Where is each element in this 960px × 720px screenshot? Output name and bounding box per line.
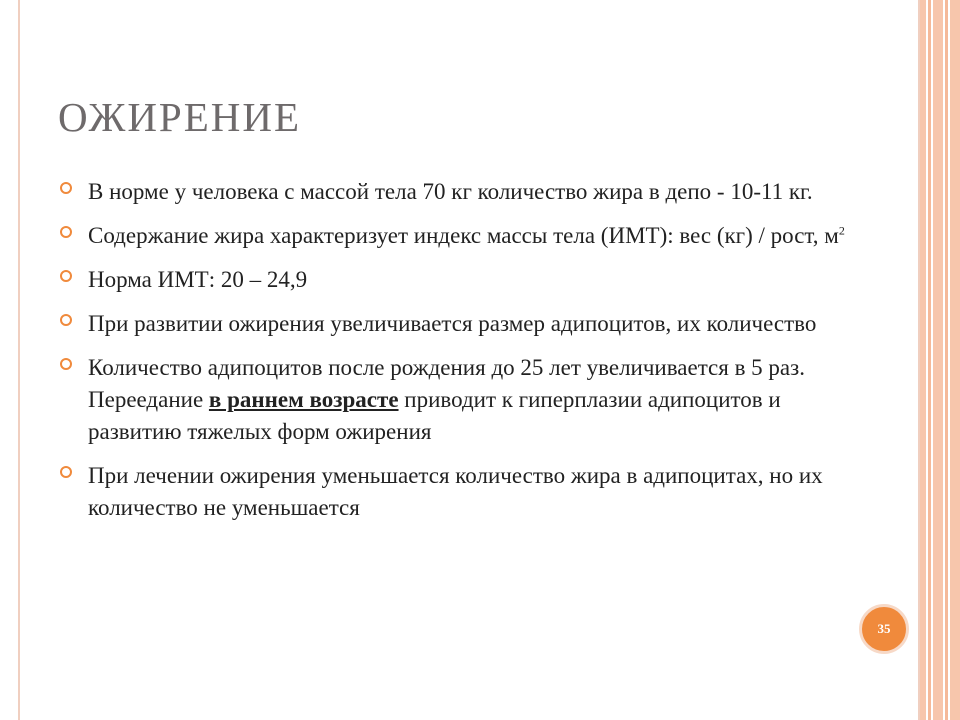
bullet-text [88, 352, 850, 448]
bullet-text-before: Количество адипоцитов после рождения до 25 лет увеличивается в 5 раз. Переедание [88, 355, 805, 412]
bullet-text-main: Содержание жира характеризует индекс массы тела (ИМТ): вес (кг) / рост, м [88, 223, 839, 248]
list-item [60, 176, 850, 208]
bullet-circle-icon [60, 314, 72, 326]
bullet-text-after: приводит к гиперплазии адипоцитов и развитию тяжелых форм ожирения [88, 387, 781, 444]
page-number-badge: 35 [859, 604, 909, 654]
bullet-list [60, 176, 850, 536]
bullet-circle-icon [60, 358, 72, 370]
bullet-circle-icon [60, 466, 72, 478]
list-item [60, 460, 850, 524]
bullet-text [88, 220, 850, 252]
bullet-circle-icon [60, 270, 72, 282]
bullet-circle-icon [60, 182, 72, 194]
list-item [60, 308, 850, 340]
bullet-text: В норме у человека с массой тела 70 кг количество жира в депо - 10-11 кг. [88, 179, 813, 204]
bullet-text: При лечении ожирения уменьшается количество жира в адипоцитах, но их количество не уменьшается [88, 463, 823, 520]
emphasis-text: в раннем возрасте [208, 387, 399, 412]
bullet-circle-icon [60, 226, 72, 238]
bullet-text: При развитии ожирения увеличивается размер адипоцитов, их количество [88, 311, 817, 336]
superscript: 2 [838, 223, 845, 238]
bullet-text: Норма ИМТ: 20 – 24,9 [88, 267, 308, 292]
list-item [60, 352, 850, 448]
list-item [60, 264, 850, 296]
decorative-stripes [920, 0, 960, 720]
slide-title: ОЖИРЕНИЕ [58, 94, 302, 140]
list-item [60, 220, 850, 252]
